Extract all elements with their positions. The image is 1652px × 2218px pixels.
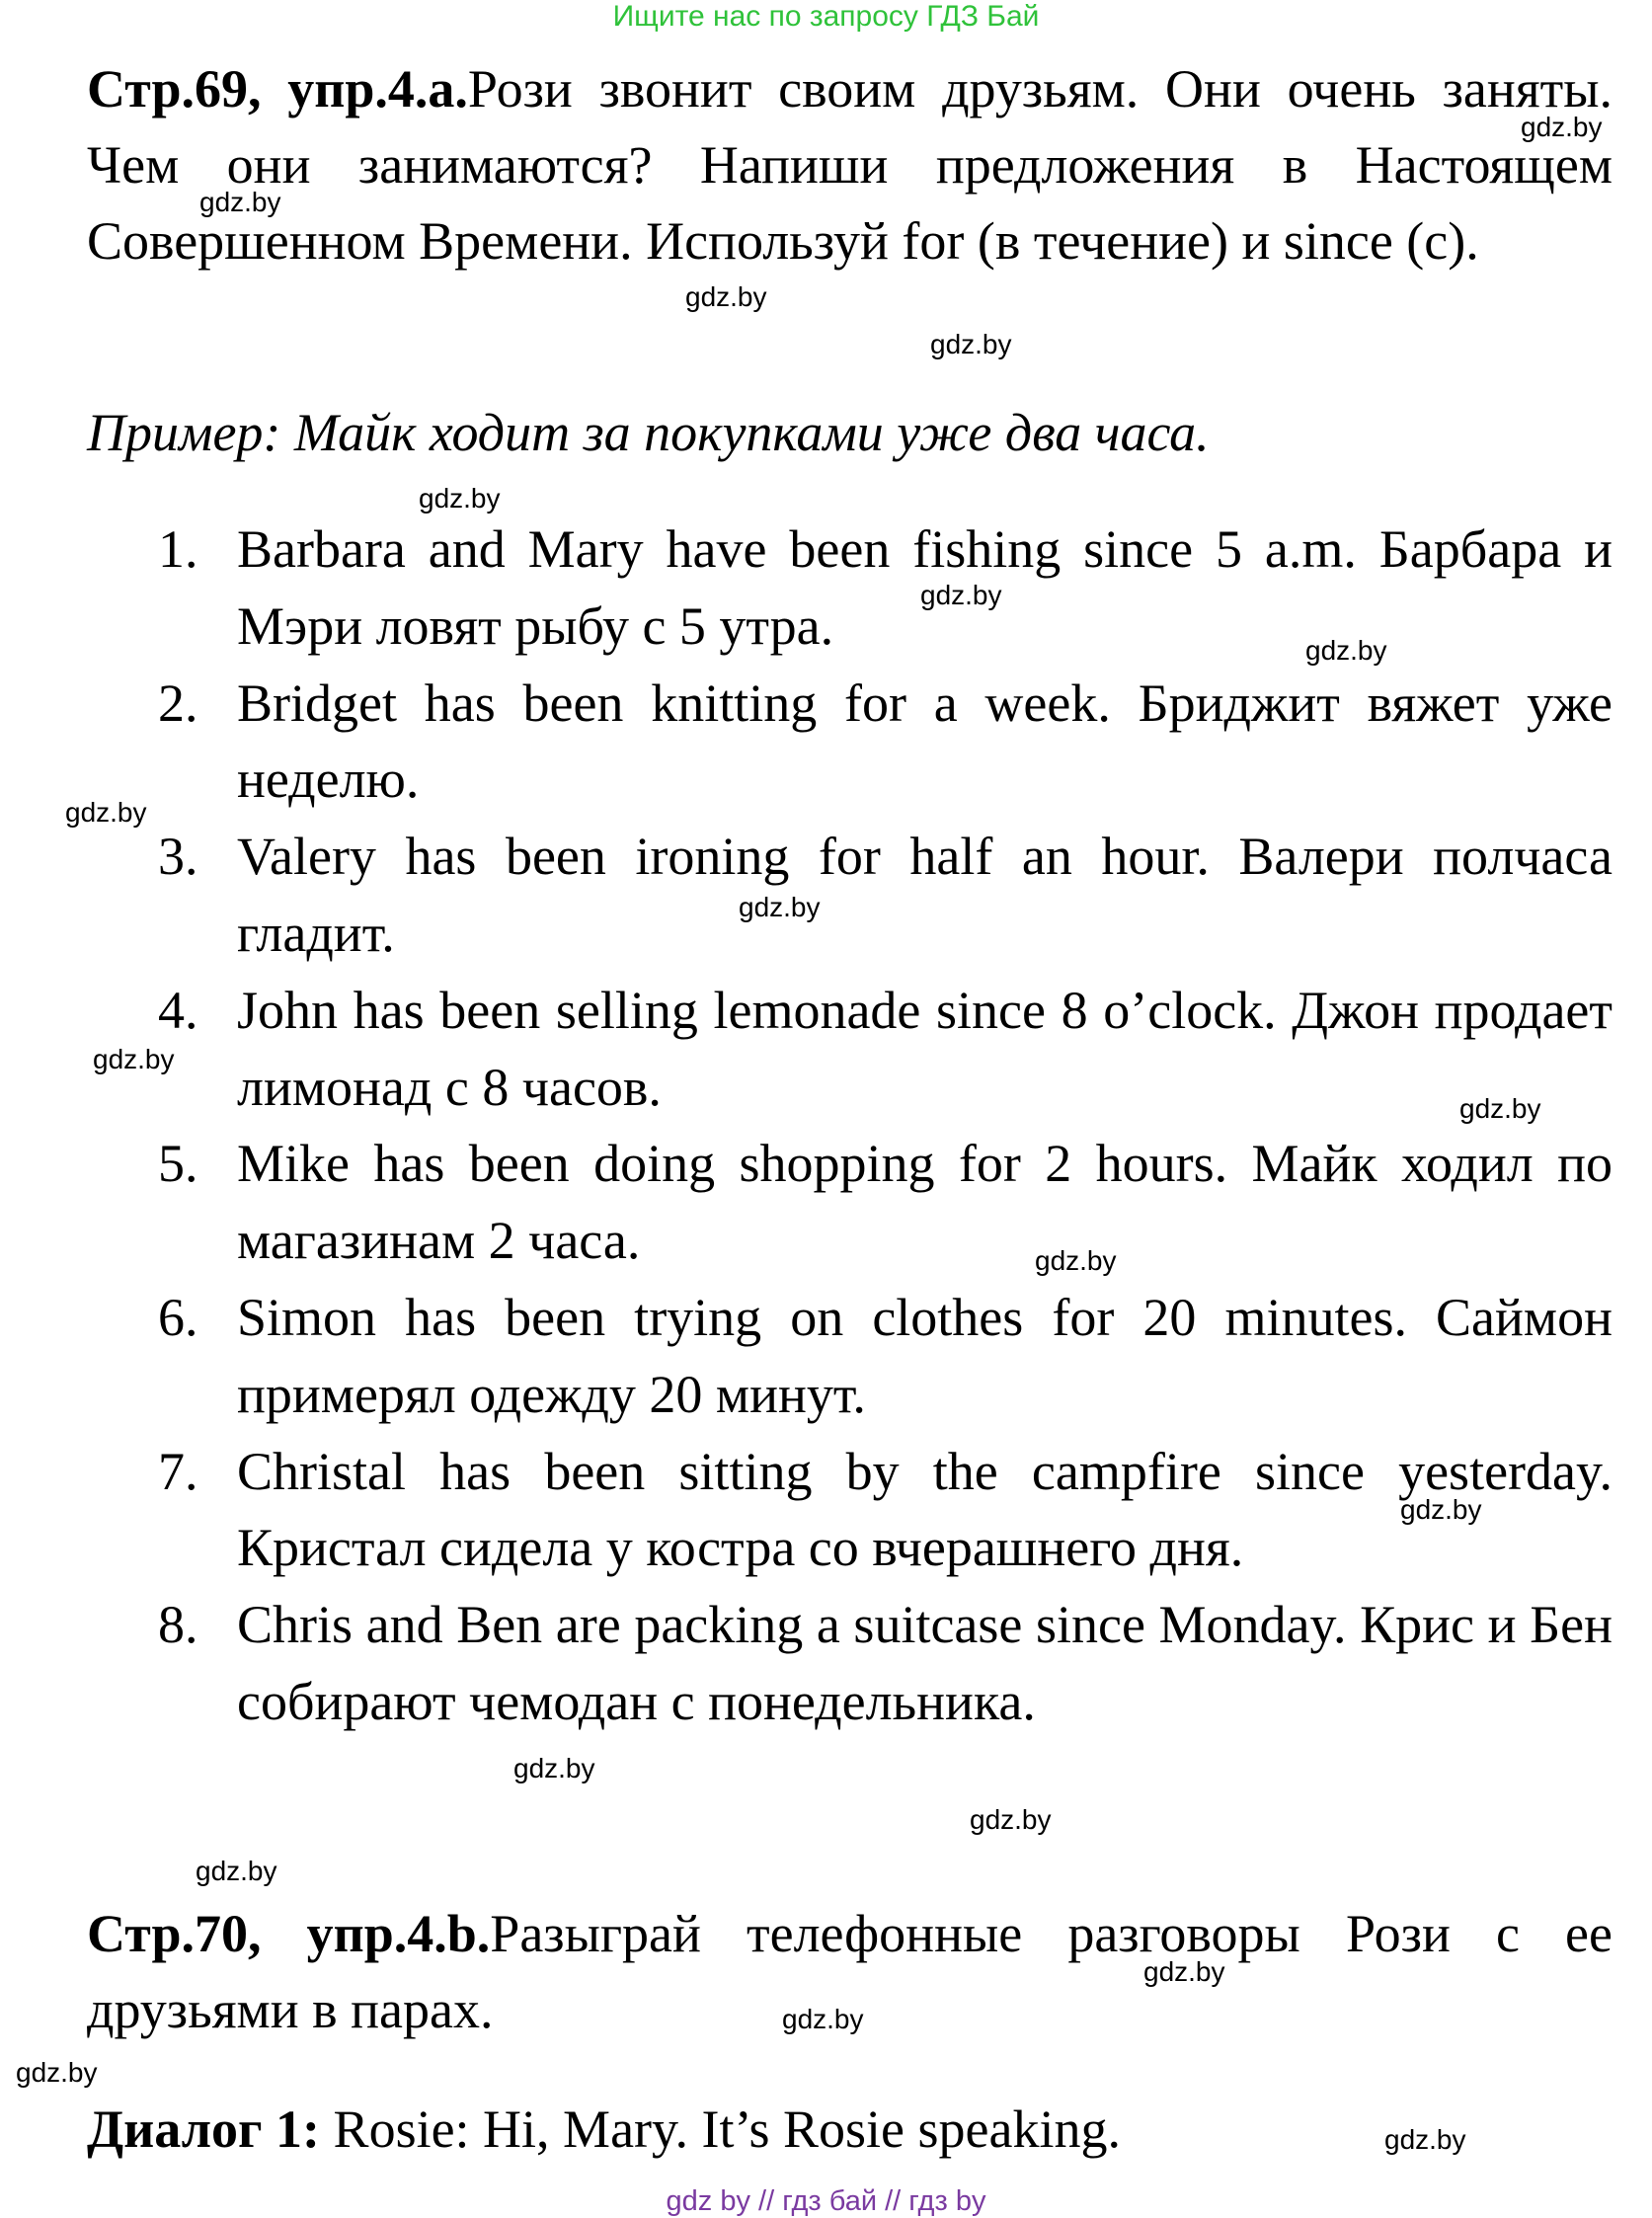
- watermark: gdz.by: [1305, 635, 1387, 666]
- answer-number: 1.: [158, 519, 198, 579]
- watermark: gdz.by: [782, 2004, 864, 2034]
- answer-item-7: [87, 1434, 1613, 1588]
- answer-text: Christal has been sitting by the campfire since yesterday. Кристал сидела у костра со вчерашнего дня.: [237, 1441, 1613, 1578]
- watermark: gdz.by: [1143, 1956, 1225, 1987]
- answer-list: [87, 512, 1613, 1741]
- watermark: gdz.by: [970, 1804, 1052, 1835]
- watermark: gdz.by: [1400, 1494, 1482, 1525]
- answer-text: Simon has been trying on clothes for 20 minutes. Саймон примерял одежду 20 минут.: [237, 1287, 1613, 1424]
- watermark: gdz.by: [196, 1856, 277, 1886]
- answer-number: 8.: [158, 1595, 198, 1655]
- task-1-paragraph: [87, 51, 1613, 279]
- footer-banner[interactable]: gdz by // гдз бай // гдз by: [666, 2185, 986, 2217]
- answer-item-2: [87, 666, 1613, 820]
- answer-text: John has been selling lemonade since 8 o’clock. Джон продает лимонад с 8 часов.: [237, 980, 1613, 1117]
- header-banner[interactable]: Ищите нас по запросу ГДЗ Бай: [612, 0, 1040, 33]
- answer-number: 3.: [158, 827, 198, 887]
- task-1-text: Рози звонит своим друзьям. Они очень заняты. Чем они занимаются? Напиши предложения в Настоящем Совершенном Времени. Используй for (в течение) и since (c).: [87, 59, 1613, 271]
- watermark: gdz.by: [1035, 1245, 1117, 1276]
- watermark: gdz.by: [930, 329, 1012, 359]
- answer-item-4: [87, 973, 1613, 1127]
- watermark: gdz.by: [739, 892, 821, 922]
- watermark: gdz.by: [1521, 112, 1603, 142]
- watermark: gdz.by: [65, 797, 147, 828]
- answer-text: Mike has been doing shopping for 2 hours. Майк ходил по магазинам 2 часа.: [237, 1134, 1613, 1271]
- answer-text: Valery has been ironing for half an hour. Валери полчаса гладит.: [237, 827, 1613, 963]
- task-2-label: Стр.70, упр.4.b.: [87, 1904, 491, 1963]
- answer-item-6: [87, 1280, 1613, 1434]
- watermark: gdz.by: [920, 580, 1002, 610]
- answer-item-5: [87, 1126, 1613, 1280]
- answer-text: Barbara and Mary have been fishing since 5 a.m. Барбара и Мэри ловят рыбу с 5 утра.: [237, 519, 1613, 656]
- answer-item-8: [87, 1587, 1613, 1741]
- answer-number: 7.: [158, 1441, 198, 1501]
- answer-text: Chris and Ben are packing a suitcase since Monday. Крис и Бен собирают чемодан с понедельника.: [237, 1595, 1613, 1731]
- answer-item-3: [87, 819, 1613, 973]
- task-2-text: Разыграй телефонные разговоры Рози с ее друзьями в парах.: [87, 1904, 1613, 2039]
- watermark: gdz.by: [513, 1753, 595, 1783]
- answer-number: 4.: [158, 980, 198, 1040]
- dialog-text: Rosie: Hi, Mary. It’s Rosie speaking.: [320, 2099, 1121, 2159]
- watermark: gdz.by: [199, 187, 281, 217]
- task-1-label: Стр.69, упр.4.a.: [87, 59, 468, 119]
- watermark: gdz.by: [419, 483, 501, 514]
- watermark: gdz.by: [1384, 2124, 1466, 2155]
- answer-number: 6.: [158, 1287, 198, 1347]
- dialog-label: Диалог 1:: [87, 2099, 321, 2159]
- watermark: gdz.by: [1459, 1093, 1541, 1124]
- watermark: gdz.by: [685, 281, 767, 312]
- watermark: gdz.by: [93, 1044, 175, 1074]
- answer-number: 5.: [158, 1134, 198, 1194]
- answer-text: Bridget has been knitting for a week. Бриджит вяжет уже неделю.: [237, 673, 1613, 810]
- example-line: Пример: Майк ходит за покупками уже два часа.: [87, 403, 1210, 462]
- watermark: gdz.by: [16, 2057, 98, 2088]
- answer-number: 2.: [158, 673, 198, 733]
